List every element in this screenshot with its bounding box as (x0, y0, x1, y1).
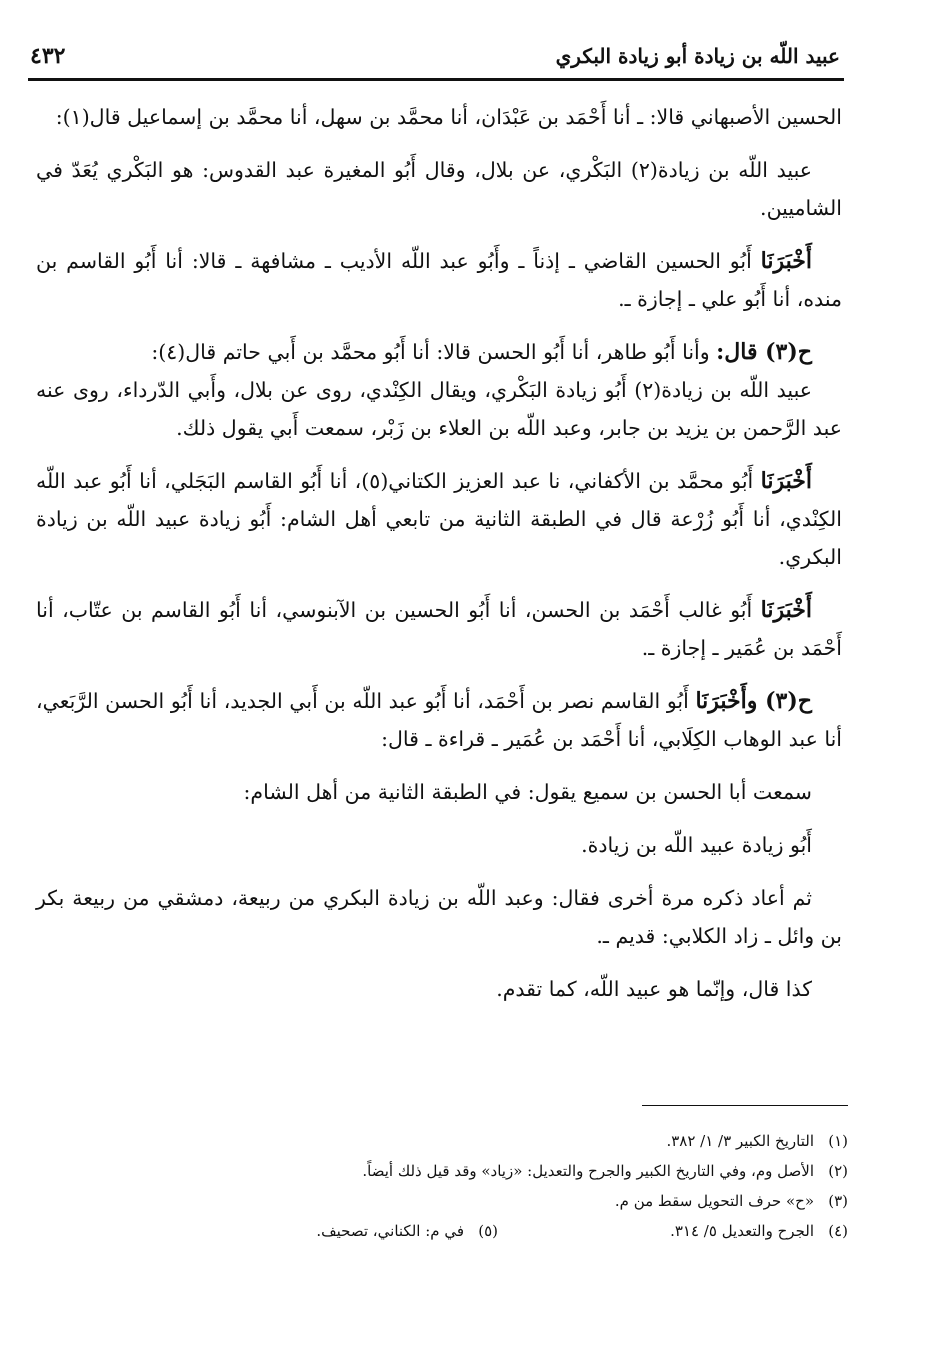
footnote-text: «ح» حرف التحويل سقط من م. (614, 1192, 814, 1210)
footnote (498, 1216, 848, 1246)
footnote (148, 1216, 498, 1246)
footnotes (88, 1126, 848, 1246)
paragraph: أَبُو زيادة عبيد اللّه بن زيادة. (581, 833, 812, 857)
footnote (88, 1126, 848, 1156)
page-number: ٤٣٢ (30, 43, 66, 69)
paragraph: عبيد اللّه بن زيادة(٢) أَبُو زيادة البَكْري، ويقال الكِنْدي، روى عن بلال، وأَبي الدّرداء، روى عنه عبد الرَّحمن بن يزيد بن جابر، وعبد اللّه بن العلاء بن زَبْر، سمعت أَبي يقول ذلك. (36, 378, 842, 440)
footnote-number: (٤) (828, 1222, 848, 1240)
footnote-text: في م: الكناني، تصحيف. (316, 1222, 464, 1240)
header-rule (28, 78, 844, 81)
page-header (30, 38, 840, 74)
paragraph: أَخْبَرَنَا أَبُو محمَّد بن الأكفاني، نا عبد العزيز الكتاني(٥)، أنا أَبُو القاسم البَجَلي، أنا أَبُو عبد اللّه الكِنْدي، أنا أَبُو زُرْعة قال في الطبقة الثانية من تابعي أهل الشام: أَبُو زيادة عبيد اللّه بن زيادة البكري. (36, 468, 842, 569)
paragraph: ثم أعاد ذكره مرة أخرى فقال: وعبد اللّه بن زيادة البكري من ربيعة، دمشقي من ربيعة بكر بن وائل ـ زاد الكلابي: قديم ـ. (36, 886, 842, 948)
footnote (88, 1186, 848, 1216)
footnote-number: (٣) (828, 1192, 848, 1210)
footnote-text: الأصل وم، وفي التاريخ الكبير والجرح والتعديل: «زياد» وقد قيل ذلك أيضاً. (362, 1162, 814, 1180)
paragraph: ح(٣) وأَخْبَرَنَا أَبُو القاسم نصر بن أَحْمَد، أنا أَبُو عبد اللّه بن أَبي الجديد، أنا أَبُو الحسن الرَّبَعي، أنا عبد الوهاب الكِلَابي، أنا أَحْمَد بن عُمَير ـ قراءة ـ قال: (36, 688, 842, 751)
paragraph: أَخْبَرَنَا أَبُو الحسين القاضي ـ إذناً ـ وأَبُو عبد اللّه الأديب ـ مشافهة ـ قالا: أنا أَبُو القاسم بن منده، أنا أَبُو علي ـ إجازة ـ. (36, 248, 842, 311)
footnote-rule (642, 1105, 848, 1106)
paragraph: الحسين الأصبهاني قالا: ـ أنا أَحْمَد بن عَبْدَان، أنا محمَّد بن سهل، أنا محمَّد بن إسماعيل قال(١): (55, 105, 842, 129)
main-text (36, 98, 842, 1023)
footnote-text: الجرح والتعديل ٥/ ٣١٤. (670, 1222, 814, 1240)
footnote-row (88, 1216, 848, 1246)
paragraph: عبيد اللّه بن زيادة(٢) البَكْري، عن بلال، وقال أَبُو المغيرة عبد القدوس: هو البَكْري يُعَدّ في الشاميين. (36, 158, 842, 220)
paragraph: سمعت أبا الحسن بن سميع يقول: في الطبقة الثانية من أهل الشام: (243, 780, 812, 804)
paragraph: كذا قال، وإنّما هو عبيد اللّه، كما تقدم. (496, 977, 812, 1001)
footnote-number: (١) (828, 1132, 848, 1150)
running-title: عبيد اللّه بن زيادة أبو زيادة البكري (555, 44, 840, 68)
paragraph: أَخْبَرَنَا أَبُو غالب أَحْمَد بن الحسن، أنا أَبُو الحسين بن الآبنوسي، أنا أَبُو القاسم بن عتّاب، أنا أَحْمَد بن عُمَير ـ إجازة ـ. (36, 597, 842, 660)
footnote-number: (٥) (478, 1222, 498, 1240)
footnote-number: (٢) (828, 1162, 848, 1180)
footnote (88, 1156, 848, 1186)
paragraph: ح(٣) قال: وأنا أَبُو طاهر، أنا أَبُو الحسن قالا: أنا أَبُو محمَّد بن أَبي حاتم قال(٤): (151, 339, 812, 365)
footnote-text: التاريخ الكبير ٣/ ١/ ٣٨٢. (666, 1132, 814, 1150)
